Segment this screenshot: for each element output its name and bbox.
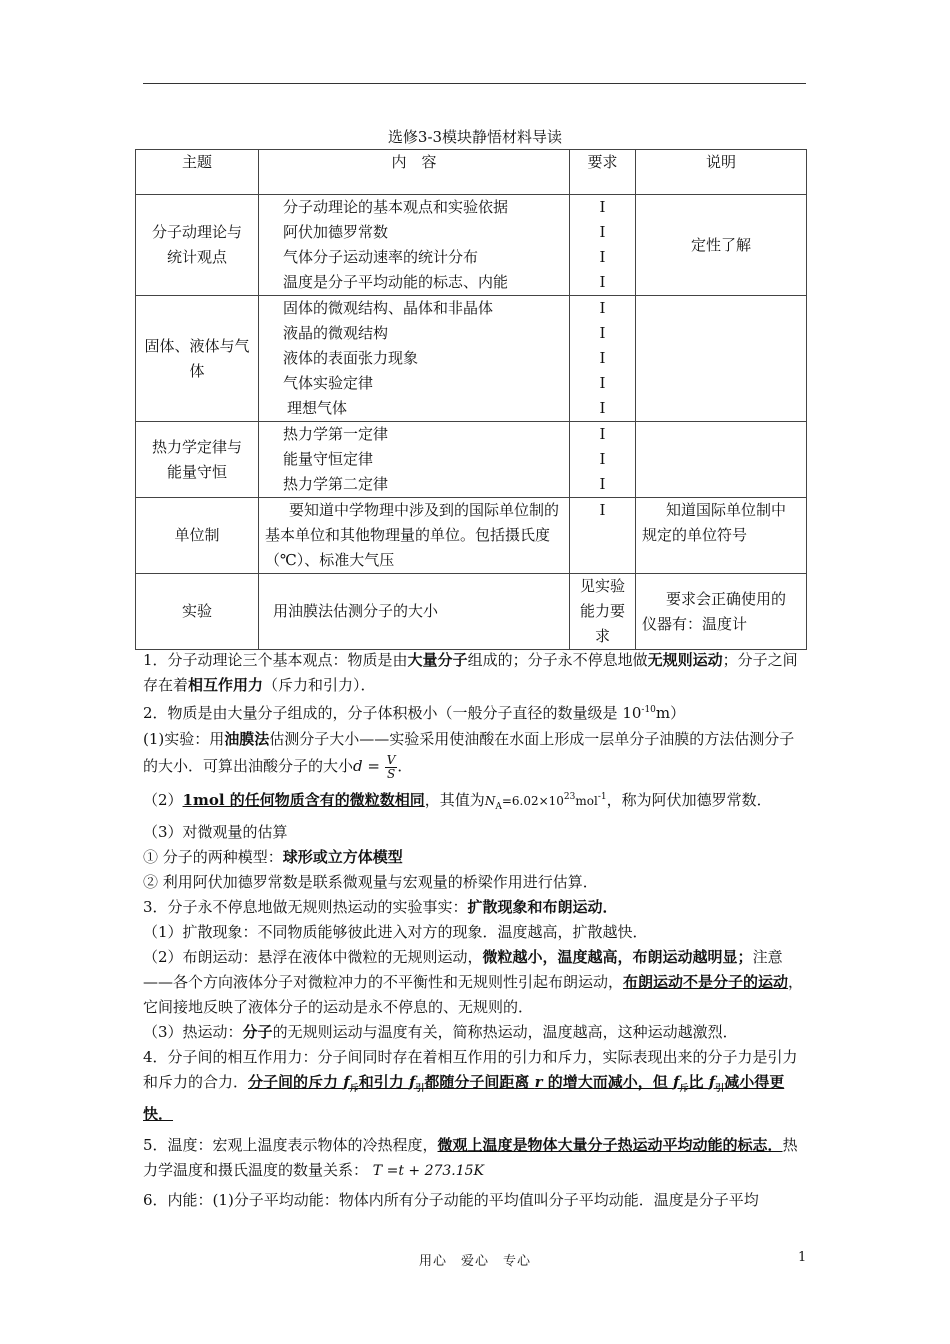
row-note: 要求会正确使用的仪器有：温度计	[636, 574, 807, 650]
row-note: 知道国际单位制中规定的单位符号	[636, 498, 807, 574]
row-items: 要知道中学物理中涉及到的国际单位制的基本单位和其他物理量的单位。包括摄氏度（℃）、标准大气压	[259, 498, 570, 574]
paragraph: 5．温度：宏观上温度表示物体的冷热程度，微观上温度是物体大量分子热运动平均动能的标志．热力学温度和摄氏温度的数量关系： T =t + 273.15K	[143, 1135, 798, 1179]
table-row	[136, 296, 807, 422]
page-number: 1	[798, 1250, 807, 1265]
row-items: 固体的微观结构、晶体和非晶体 液晶的微观结构 液体的表面张力现象 气体实验定律 理想气体	[259, 296, 570, 422]
header-rule	[143, 83, 806, 84]
row-reqs: I	[570, 498, 636, 574]
paragraph: （2）1mol 的任何物质含有的微粒数相同，其值为$N_A=6.02\times 10^{23}mol^{-1}$，称为阿伏加德罗常数．	[143, 790, 772, 812]
paragraph: （1）扩散现象：不同物质能够彼此进入对方的现象．温度越高，扩散越快．	[143, 922, 648, 941]
header-topic: 主题	[136, 150, 259, 195]
row-note	[636, 422, 807, 498]
header-note: 说明	[636, 150, 807, 195]
syllabus-table	[135, 149, 807, 650]
paragraph: 3．分子永不停息地做无规则热运动的实验事实：扩散现象和布朗运动．	[143, 897, 618, 916]
header-content: 内 容	[259, 150, 570, 195]
header-requirement: 要求	[570, 150, 636, 195]
row-topic: 实验	[136, 574, 259, 650]
table-row	[136, 195, 807, 296]
paragraph: 2．物质是由大量分子组成的，分子体积极小（一般分子直径的数量级是 $10^{-10}m$）	[143, 704, 686, 722]
table-row	[136, 574, 807, 650]
paragraph: 1．分子动理论三个基本观点：物质是由大量分子组成的；分子永不停息地做无规则运动；分子之间存在着相互作用力（斥力和引力）．	[143, 651, 798, 694]
row-items: 分子动理论的基本观点和实验依据 阿伏加德罗常数 气体分子运动速率的统计分布 温度是分子平均动能的标志、内能	[259, 195, 570, 296]
paragraph: （2）布朗运动：悬浮在液体中微粒的无规则运动，微粒越小，温度越高，布朗运动越明显；注意——各个方向液体分子对微粒冲力的不平衡性和无规则性引起布朗运动，布朗运动不是分子的运动，它间接地反映了液体分子的运动是永不停息的、无规则的．	[143, 947, 804, 1016]
paragraph: 6．内能：(1)分子平均动能：物体内所有分子动能的平均值叫分子平均动能．温度是分子平均	[143, 1190, 759, 1209]
row-items: 热力学第一定律 能量守恒定律 热力学第二定律	[259, 422, 570, 498]
row-topic: 热力学定律与 能量守恒	[136, 422, 259, 498]
table-row	[136, 422, 807, 498]
row-items: 用油膜法估测分子的大小	[259, 574, 570, 650]
row-topic: 分子动理论与 统计观点	[136, 195, 259, 296]
row-topic: 单位制	[136, 498, 259, 574]
row-reqs: I I I I I	[570, 296, 636, 422]
row-reqs: 见实验能力要求	[570, 574, 636, 650]
row-reqs: I I I I	[570, 195, 636, 296]
page-footer: 用心 爱心 专心	[418, 1254, 531, 1269]
table-row	[136, 498, 807, 574]
paragraph: （3）对微观量的估算	[143, 822, 288, 841]
row-note	[636, 296, 807, 422]
paragraph: (1)实验：用油膜法估测分子大小——实验采用使油酸在水面上形成一层单分子油膜的方法估测分子的大小．可算出油酸分子的大小d = $\frac{V}{S}$ ．	[143, 730, 795, 781]
table-header-row	[136, 150, 807, 195]
document-title: 选修3-3模块静悟材料导读	[387, 128, 563, 146]
row-note: 定性了解	[636, 195, 807, 296]
paragraph: 4．分子间的相互作用力：分子间同时存在着相互作用的引力和斥力，实际表现出来的分子力是引力和斥力的合力．分子间的斥力 $f_斥$和引力 $f_引$都随分子间距离 r 的增大而减小，但 $f_斥$比 $f_引$减小得更快．	[143, 1047, 798, 1123]
paragraph: ① 分子的两种模型：球形或立方体模型	[143, 847, 403, 866]
fraction: $\frac{V}{S}$	[386, 752, 396, 781]
paragraph: （3）热运动：分子的无规则运动与温度有关，简称热运动，温度越高，这种运动越激烈．	[143, 1022, 738, 1041]
row-reqs: I I I	[570, 422, 636, 498]
row-topic: 固体、液体与气 体	[136, 296, 259, 422]
body-text	[143, 648, 809, 1213]
paragraph: ② 利用阿伏加德罗常数是联系微观量与宏观量的桥梁作用进行估算．	[143, 872, 598, 891]
